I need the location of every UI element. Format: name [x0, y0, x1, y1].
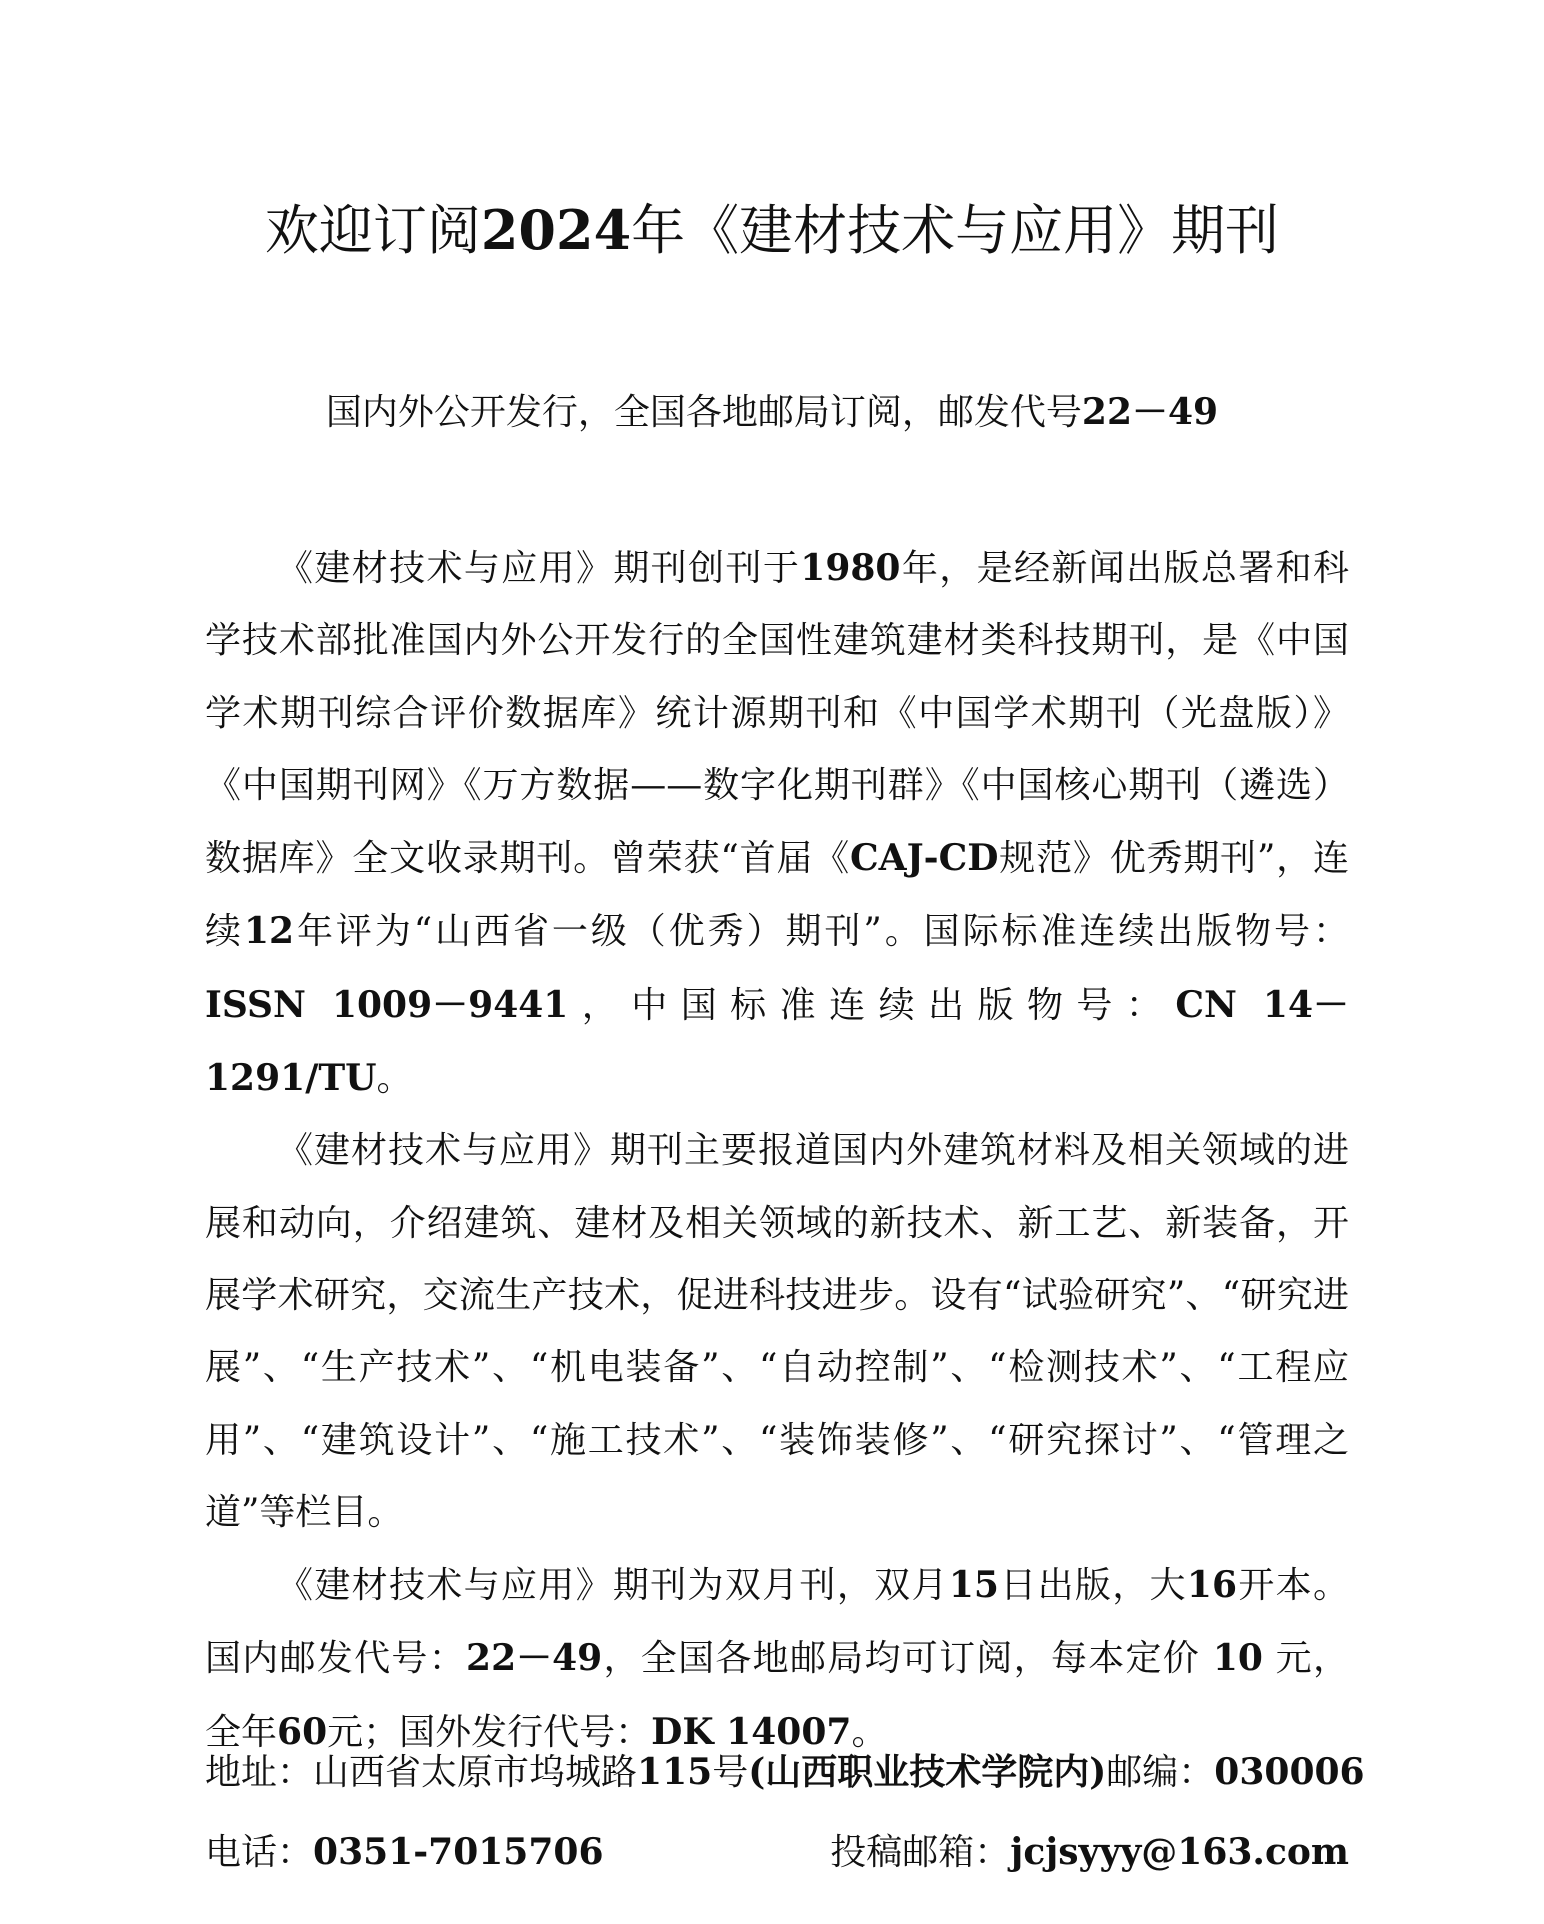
address-number: 115 [637, 1751, 713, 1793]
footer-contact-row [205, 1826, 1349, 1879]
phone-label: 电话： [205, 1832, 314, 1873]
caj-cd: CAJ-CD [850, 837, 999, 880]
para3-text: 。 [851, 1711, 888, 1753]
paragraph-scope [205, 1115, 1349, 1549]
founding-year: 1980 [800, 547, 901, 589]
title-year: 2024 [480, 198, 632, 262]
page-title [0, 192, 1544, 269]
paragraph-intro [205, 532, 1349, 1115]
unit-price: 10 [1212, 1637, 1263, 1680]
postcode-value: 030006 [1214, 1751, 1365, 1793]
email-label: 投稿邮箱： [830, 1832, 1011, 1873]
title-pre: 欢迎订阅 [264, 199, 481, 262]
body-text [205, 532, 1349, 1769]
para2-text: 《建材技术与应用》期刊主要报道国内外建筑材料及相关领域的进展和动向，介绍建筑、建材及相关领域的新技术、新工艺、新装备，开展学术研究，交流生产技术，促进科技进步。设有“试验研究”、“研究进展”、“生产技术”、“机电装备”、“自动控制”、“检测技术”、“工程应用”、“建筑设计”、“施工技术”、“装饰装修”、“研究探讨”、“管理之道”等栏目。 [205, 1130, 1349, 1533]
footer-address-row [205, 1746, 1365, 1799]
para1-text: 年，是经新闻出版总署和科学技术部批准国内外公开发行的全国性建筑建材类科技期刊，是《中国学术期刊综合评价数据库》统计源期刊和《中国学术期刊（光盘版）》《中国期刊网》《万方数据——数字化期刊群》《中国核心期刊（遴选）数据库》全文收录期刊。曾荣获“首届《 [205, 548, 1349, 880]
para3-text: 日出版，大 [998, 1565, 1187, 1607]
para1-text: 规范》优秀期刊”，连续 [205, 838, 1349, 953]
years-count: 12 [243, 910, 295, 953]
cn-number: CN 14－1291/TU [205, 983, 1349, 1100]
para3-text: 元，全年 [205, 1638, 1349, 1753]
postal-code-number: 22－49 [466, 1637, 603, 1680]
format-size: 16 [1186, 1564, 1237, 1607]
issn-number: ISSN 1009－9441 [205, 983, 569, 1026]
address-institution: (山西职业技术学院内) [748, 1751, 1107, 1793]
email[interactable] [830, 1826, 1349, 1879]
email-value[interactable]: jcjsyyy@163.com [1010, 1831, 1349, 1873]
paragraph-subscription [205, 1549, 1349, 1769]
para1-text: ，中国标准连续出版物号： [568, 984, 1176, 1026]
phone [205, 1826, 604, 1879]
para1-text: 《建材技术与应用》期刊创刊于 [277, 548, 801, 589]
para3-text: 元；国外发行代号： [327, 1711, 652, 1753]
para1-text: 。 [376, 1058, 413, 1100]
subtitle [0, 386, 1544, 439]
publish-day: 15 [948, 1564, 999, 1607]
address [205, 1746, 1106, 1799]
para1-text: 年评为“山西省一级（优秀）期刊”。国际标准连续出版物号： [294, 911, 1349, 953]
postcode-label: 邮编： [1106, 1752, 1215, 1793]
subtitle-text: 国内外公开发行，全国各地邮局订阅，邮发代号 [325, 392, 1082, 433]
address-text: 号 [712, 1752, 749, 1793]
subtitle-code: 22－49 [1081, 391, 1219, 433]
phone-value: 0351-7015706 [313, 1831, 604, 1873]
foreign-code: DK 14007 [651, 1710, 852, 1753]
para3-text: 《建材技术与应用》期刊为双月刊，双月 [277, 1565, 949, 1607]
para3-text: 开本。国内邮发代号： [205, 1565, 1349, 1680]
address-text: 山西省太原市坞城路 [313, 1752, 638, 1793]
annual-price: 60 [277, 1710, 328, 1753]
para3-text: ，全国各地邮局均可订阅，每本定价 [602, 1638, 1201, 1680]
address-label: 地址： [205, 1752, 314, 1793]
postcode [1106, 1746, 1364, 1799]
title-post: 年《建材技术与应用》期刊 [631, 199, 1280, 262]
